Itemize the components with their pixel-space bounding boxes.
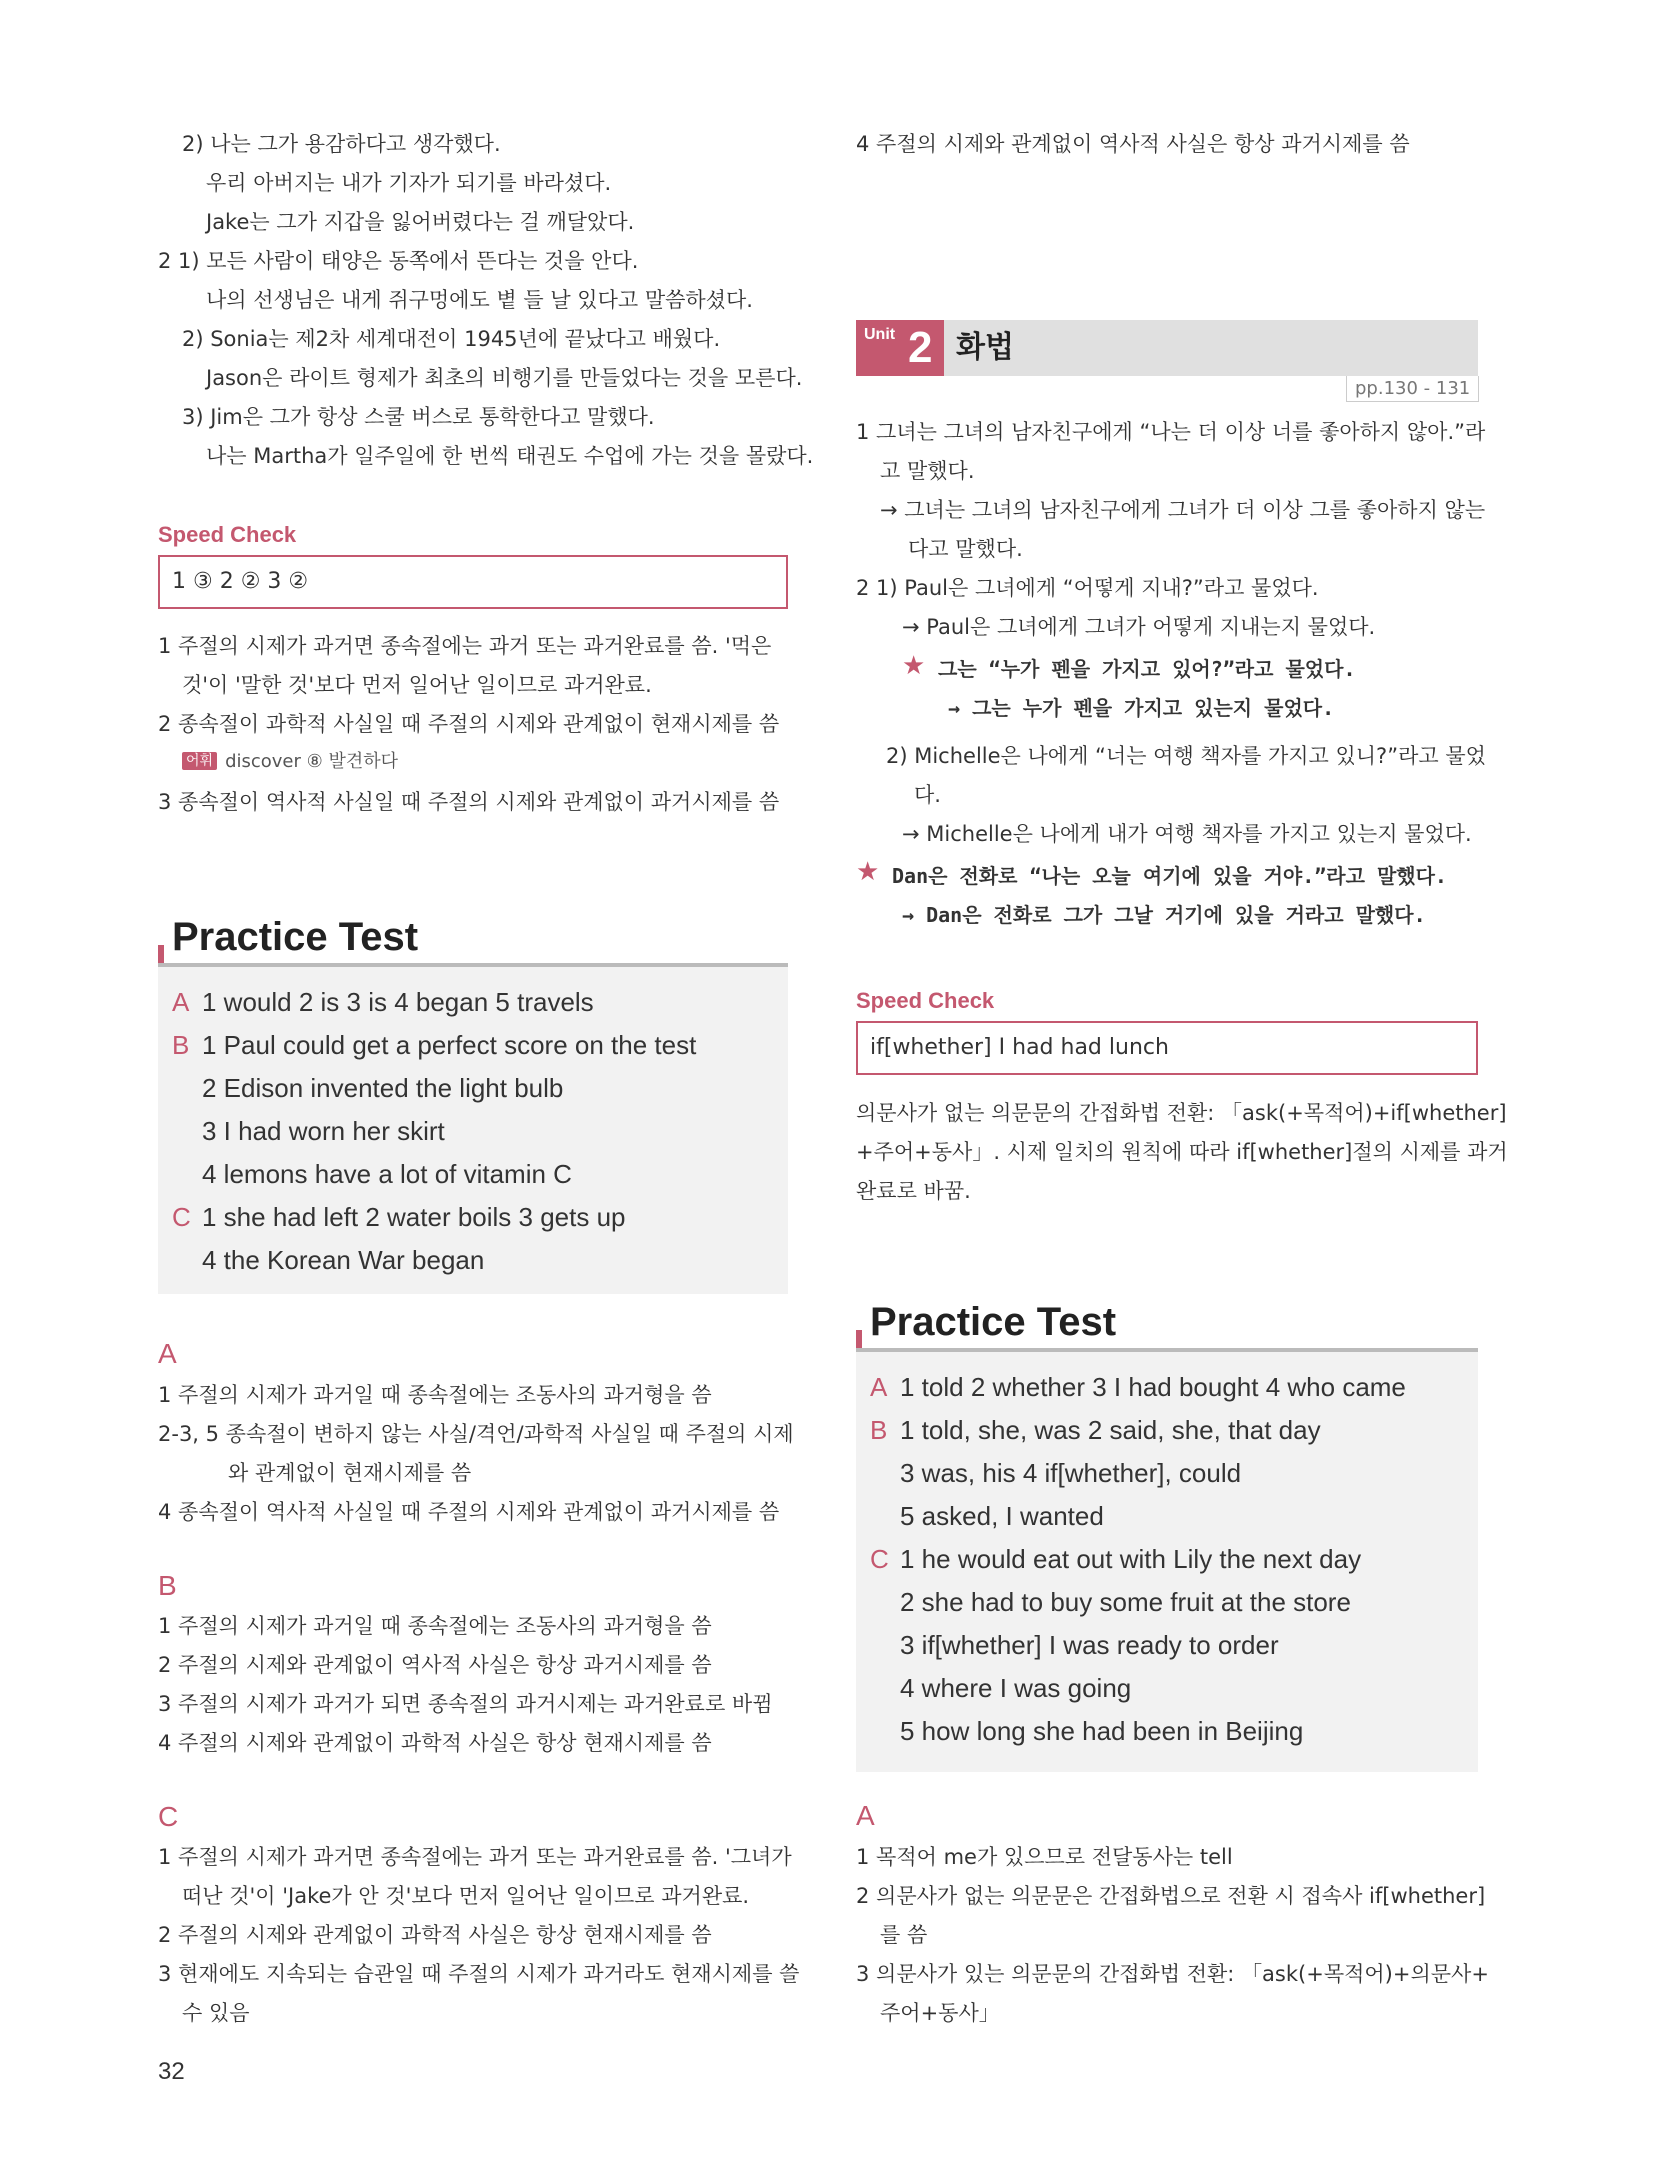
speed-check-label: Speed Check	[856, 988, 995, 1013]
answer-row: 5 asked, I wanted	[900, 1501, 1104, 1531]
explanation-line: 2 주절의 시제와 관계없이 역사적 사실은 항상 과거시제를 씀	[158, 1653, 712, 1677]
answer-row: 2 Edison invented the light bulb	[202, 1073, 564, 1103]
answer-letter-b: B	[172, 1030, 190, 1060]
section-letter-c: C	[158, 1801, 179, 1832]
handwritten-line: 그는 “누가 펜을 가지고 있어?”라고 물었다.	[938, 657, 1356, 681]
handwritten-line: → 그는 누가 펜을 가지고 있는지 물었다.	[948, 696, 1335, 720]
explanation-line: 떠난 것'이 'Jake가 안 것'보다 먼저 일어난 일이므로 과거완료.	[182, 1884, 750, 1908]
explanation-line: 의문사가 없는 의문문의 간접화법 전환: 「ask(+목적어)+if[whether]	[856, 1101, 1507, 1125]
explanation-line: 1 목적어 me가 있으므로 전달동사는 tell	[856, 1845, 1233, 1869]
speed-check-label: Speed Check	[158, 522, 297, 547]
explanation-line: 3 현재에도 지속되는 습관일 때 주절의 시제가 과거라도 현재시제를 쓸	[158, 1962, 800, 1986]
answer-row: 4 lemons have a lot of vitamin C	[202, 1159, 572, 1189]
explanation-line: 4 종속절이 역사적 사실일 때 주절의 시제와 관계없이 과거시제를 씀	[158, 1500, 780, 1524]
explanation-line: 1 주절의 시제가 과거일 때 종속절에는 조동사의 과거형을 씀	[158, 1614, 712, 1638]
explanation-line: 4 주절의 시제와 관계없이 과학적 사실은 항상 현재시제를 씀	[158, 1731, 712, 1755]
explanation-line: 2 종속절이 과학적 사실일 때 주절의 시제와 관계없이 현재시제를 씀	[158, 712, 780, 736]
text-line: 1 그녀는 그녀의 남자친구에게 “나는 더 이상 너를 좋아하지 않아.”라	[856, 420, 1486, 444]
speed-check-answer: if[whether] I had had lunch	[856, 1021, 1478, 1075]
text-line: → Paul은 그녀에게 그녀가 어떻게 지내는지 물었다.	[902, 615, 1376, 639]
unit-badge	[856, 320, 944, 376]
explanation-line: 1 주절의 시제가 과거일 때 종속절에는 조동사의 과거형을 씀	[158, 1383, 712, 1407]
text-line: Jake는 그가 지갑을 잃어버렸다는 걸 깨달았다.	[206, 210, 635, 234]
explanation-line: 완료로 바꿈.	[856, 1179, 971, 1203]
explanation-line: 1 주절의 시제가 과거면 종속절에는 과거 또는 과거완료를 씀. '먹은	[158, 634, 772, 658]
answer-row: 4 where I was going	[900, 1673, 1132, 1703]
text-line: 고 말했다.	[880, 459, 975, 483]
text-line: 2) Sonia는 제2차 세계대전이 1945년에 끝났다고 배웠다.	[182, 327, 721, 351]
explanation-line: 2-3, 5 종속절이 변하지 않는 사실/격언/과학적 사실일 때 주절의 시제	[158, 1422, 794, 1446]
text-line: 나의 선생님은 내게 쥐구멍에도 볕 들 날 있다고 말씀하셨다.	[206, 288, 753, 312]
answer-letter-a: A	[870, 1372, 888, 1402]
vocab-text: discover ⑧ 발견하다	[225, 751, 399, 772]
explanation-line: 를 씀	[880, 1923, 928, 1947]
section-letter-a: A	[856, 1800, 875, 1831]
answer-row: 3 I had worn her skirt	[202, 1116, 445, 1146]
unit-label: Unit	[864, 326, 896, 343]
practice-test-title: Practice Test	[870, 1300, 1117, 1344]
text-line: 다.	[914, 783, 941, 807]
answer-row: 2 she had to buy some fruit at the store	[900, 1587, 1351, 1617]
text-line: → Michelle은 나에게 내가 여행 책자를 가지고 있는지 물었다.	[902, 822, 1472, 846]
vocab-tag: 어휘	[182, 752, 217, 770]
text-line: 2 1) 모든 사람이 태양은 동쪽에서 뜬다는 것을 안다.	[158, 249, 639, 273]
page-range: pp.130 - 131	[1346, 376, 1479, 402]
answer-row: 1 Paul could get a perfect score on the test	[202, 1030, 697, 1060]
text-line: 2) 나는 그가 용감하다고 생각했다.	[182, 132, 501, 156]
star-icon: ★	[856, 857, 880, 887]
speed-check-answer: 1 ③ 2 ② 3 ②	[158, 555, 788, 609]
explanation-line: 3 종속절이 역사적 사실일 때 주절의 시제와 관계없이 과거시제를 씀	[158, 790, 780, 814]
answer-row: 3 was, his 4 if[whether], could	[900, 1458, 1242, 1488]
unit-title: 화법	[956, 330, 1014, 365]
star-icon: ★	[902, 651, 926, 681]
handwritten-line: → Dan은 전화로 그가 그날 거기에 있을 거라고 말했다.	[902, 903, 1426, 927]
answer-row: 5 how long she had been in Beijing	[900, 1716, 1304, 1746]
answer-letter-b: B	[870, 1415, 888, 1445]
answer-row: 3 if[whether] I was ready to order	[900, 1630, 1279, 1660]
text-line: 2 1) Paul은 그녀에게 “어떻게 지내?”라고 물었다.	[856, 576, 1319, 600]
answer-row: 1 would 2 is 3 is 4 began 5 travels	[202, 987, 594, 1017]
explanation-line: 수 있음	[182, 2001, 250, 2025]
answer-row: 1 told 2 whether 3 I had bought 4 who came	[900, 1372, 1406, 1402]
explanation-line: 것'이 '말한 것'보다 먼저 일어난 일이므로 과거완료.	[182, 673, 652, 697]
explanation-line: 와 관계없이 현재시제를 씀	[228, 1461, 472, 1485]
practice-test-title: Practice Test	[172, 915, 419, 959]
explanation-line: 3 주절의 시제가 과거가 되면 종속절의 과거시제는 과거완료로 바뀜	[158, 1692, 773, 1716]
vocab-note	[182, 748, 398, 776]
unit-number: 2	[908, 323, 933, 372]
unit-header-band	[856, 320, 1478, 376]
text-line: → 그녀는 그녀의 남자친구에게 그녀가 더 이상 그를 좋아하지 않는	[880, 498, 1486, 522]
explanation-line: +주어+동사」. 시제 일치의 원칙에 따라 if[whether]절의 시제를 과거	[856, 1140, 1508, 1164]
answer-letter-a: A	[172, 987, 190, 1017]
text-line: 4 주절의 시제와 관계없이 역사적 사실은 항상 과거시제를 씀	[856, 132, 1410, 156]
text-line: 3) Jim은 그가 항상 스쿨 버스로 통학한다고 말했다.	[182, 405, 655, 429]
explanation-line: 1 주절의 시제가 과거면 종속절에는 과거 또는 과거완료를 씀. '그녀가	[158, 1845, 792, 1869]
answer-row: 4 the Korean War began	[202, 1245, 485, 1275]
explanation-line: 2 의문사가 없는 의문문은 간접화법으로 전환 시 접속사 if[whether]	[856, 1884, 1486, 1908]
text-line: 다고 말했다.	[908, 537, 1023, 561]
explanation-line: 2 주절의 시제와 관계없이 과학적 사실은 항상 현재시제를 씀	[158, 1923, 712, 1947]
text-line: 2) Michelle은 나에게 “너는 여행 책자를 가지고 있니?”라고 물었	[886, 744, 1486, 768]
text-line: 우리 아버지는 내가 기자가 되기를 바라셨다.	[206, 171, 612, 195]
answer-letter-c: C	[870, 1544, 889, 1574]
text-line: Jason은 라이트 형제가 최초의 비행기를 만들었다는 것을 모른다.	[206, 366, 803, 390]
explanation-line: 주어+동사」	[880, 2001, 1000, 2025]
section-letter-b: B	[158, 1570, 177, 1601]
answer-row: 1 told, she, was 2 said, she, that day	[900, 1415, 1321, 1445]
answer-row: 1 he would eat out with Lily the next day	[900, 1544, 1362, 1574]
answer-letter-c: C	[172, 1202, 191, 1232]
answer-row: 1 she had left 2 water boils 3 gets up	[202, 1202, 626, 1232]
page-number: 32	[158, 2058, 185, 2085]
explanation-line: 3 의문사가 있는 의문문의 간접화법 전환: 「ask(+목적어)+의문사+	[856, 1962, 1489, 1986]
text-line: 나는 Martha가 일주일에 한 번씩 태권도 수업에 가는 것을 몰랐다.	[206, 444, 814, 468]
section-letter-a: A	[158, 1338, 177, 1369]
handwritten-line: Dan은 전화로 “나는 오늘 여기에 있을 거야.”라고 말했다.	[892, 864, 1447, 888]
